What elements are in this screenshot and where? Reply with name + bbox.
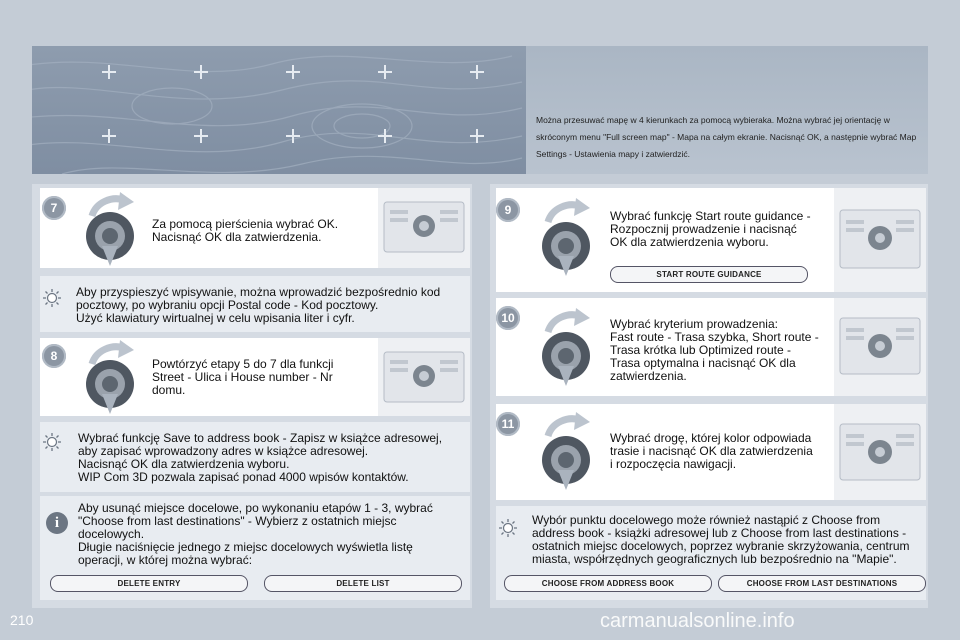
radio-unit-icon [834, 404, 926, 500]
tip-1-text: Aby przyspieszyć wpisywanie, można wprowadzić bezpośrednio kod pocztowy, po wybraniu opcji Postal code - Kod pocztowy. Użyć klawiatury wirtualnej w celu wpisania liter i cyfr. [76, 285, 441, 325]
step-9-badge: 9 [496, 198, 520, 222]
delete-list-button[interactable]: DELETE LIST [264, 575, 462, 592]
info-icon: i [46, 512, 68, 534]
page-number: 210 [10, 612, 34, 628]
rotary-dial-icon [82, 338, 138, 414]
tip-3-text: Aby usunąć miejsce docelowe, po wykonaniu etapów 1 - 3, wybrać "Choose from last destinations" - Wybierz z ostatnich miejsc docelowych. Długie naciśnięcie jednego z miejsc docelowych wyświetla listę operacji, w której można wybrać: [78, 501, 433, 567]
step-10-badge: 10 [496, 306, 520, 330]
step-8-badge: 8 [42, 344, 66, 368]
rotary-dial-icon [538, 306, 594, 386]
step-7-text: Za pomocą pierścienia wybrać OK. Nacisnąć OK dla zatwierdzenia. [152, 217, 339, 244]
sun-tip-icon [498, 518, 518, 538]
choose-from-last-destinations-button[interactable]: CHOOSE FROM LAST DESTINATIONS [718, 575, 926, 592]
sun-tip-icon [42, 432, 62, 452]
rotary-dial-icon [538, 196, 594, 276]
radio-unit-icon [834, 298, 926, 396]
map-info-text: Można przesuwać mapę w 4 kierunkach za pomocą wybieraka. Można wybrać jej orientację w skróconym menu "Full screen map" - Mapa na całym ekranie. Nacisnąć OK, a następnie wybrać Map Settings - Ustawienia mapy i zatwierdzić. [536, 115, 917, 159]
rotary-dial-icon [538, 410, 594, 490]
watermark: carmanualsonline.info [600, 610, 795, 632]
step-9-text: Wybrać funkcję Start route guidance - Rozpocznij prowadzenie i nacisnąć OK dla zatwierdzenia wyboru. [610, 209, 811, 249]
step-11-text: Wybrać drogę, której kolor odpowiada trasie i nacisnąć OK dla zatwierdzenia i rozpoczęcia nawigacji. [610, 431, 813, 471]
start-route-guidance-button[interactable]: START ROUTE GUIDANCE [610, 266, 808, 283]
tip-2-text: Wybrać funkcję Save to address book - Zapisz w książce adresowej, aby zapisać wprowadzony adres w książce adresowej. Nacisnąć OK dla zatwierdzenia wyboru. WIP Com 3D pozwala zapisać ponad 4000 wpisów kontaktów. [78, 431, 443, 484]
step-10-text: Wybrać kryterium prowadzenia: Fast route - Trasa szybka, Short route - Trasa krótka lub Optimized route - Trasa optymalna i nacisnąć OK dla zatwierdzenia. [610, 317, 819, 383]
radio-unit-icon [378, 188, 470, 268]
step-8-text: Powtórzyć etapy 5 do 7 dla funkcji Street - Ulica i House number - Nr domu. [152, 357, 334, 397]
tip-4-text: Wybór punktu docelowego może również nastąpić z Choose from address book - książki adresowej lub z Choose from last destinations - ostatnich miejsc docelowych, poprzez wybranie skrzyżowania, centrum miasta, współrzędnych geograficznych lub bezpośrednio na "Mapie". [532, 513, 910, 566]
delete-entry-button[interactable]: DELETE ENTRY [50, 575, 248, 592]
rotary-dial-icon [82, 190, 138, 266]
sun-tip-icon [42, 288, 62, 308]
map-banner [32, 46, 928, 174]
radio-unit-icon [834, 188, 926, 292]
radio-unit-icon [378, 338, 470, 416]
step-7-badge: 7 [42, 196, 66, 220]
step-11-badge: 11 [496, 412, 520, 436]
choose-from-address-book-button[interactable]: CHOOSE FROM ADDRESS BOOK [504, 575, 712, 592]
